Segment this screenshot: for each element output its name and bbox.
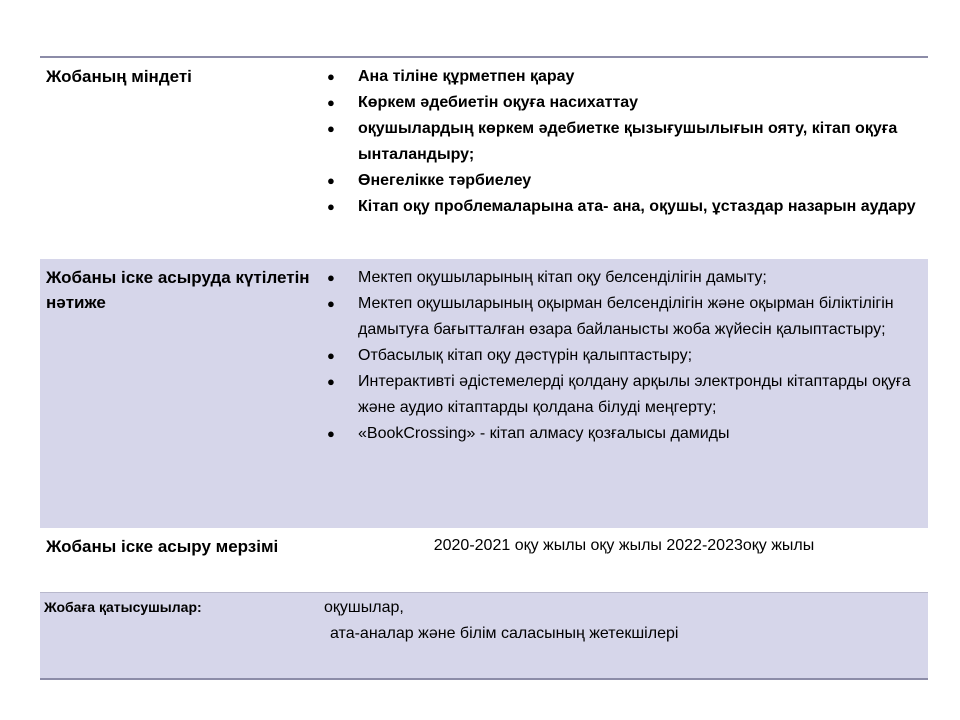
expected-results-list [320,259,928,447]
project-table [40,56,928,680]
expected-results-content [320,259,928,528]
implementation-term-content [320,528,928,592]
list-item: ● Өнегелікке тәрбиелеу [320,168,928,194]
participant-line: оқушылар, [324,599,404,616]
row-objectives [40,58,928,259]
participants-content [320,593,928,678]
participants-label: Жобаға қатысушылар: [44,599,202,615]
row-participants [40,592,928,678]
list-item: ● Кітап оқу проблемаларына ата- ана, оқушы, ұстаздар назарын аудару [320,194,928,220]
bullet-icon: ● [327,199,335,214]
list-item: ● оқушылардың көркем әдебиетке қызығушылығын ояту, кітап оқуға ынталандыру; [320,116,928,168]
objectives-label: Жобаның міндеті [46,67,192,86]
participants-list [320,593,928,647]
bullet-icon: ● [327,348,335,363]
list-item: ● Мектеп оқушыларының оқырман белсенділігін және оқырман біліктілігін дамытуға бағытталған өзара байланысты жоба жүйесін қалыптастыру; [320,291,928,343]
bullet-icon: ● [327,95,335,110]
bullet-icon: ● [327,69,335,84]
implementation-term-label: Жобаны іске асыру мерзімі [46,537,279,556]
bullet-icon: ● [327,426,335,441]
list-item: ● Көркем әдебиетін оқуға насихаттау [320,90,928,116]
objectives-content [320,58,928,259]
bullet-icon: ● [327,270,335,285]
participant-line: ата-аналар және білім саласының жетекшілері [330,625,679,642]
list-item: ● Отбасылық кітап оқу дәстүрін қалыптастыру; [320,343,928,369]
row-expected-results [40,259,928,528]
objectives-list [320,58,928,220]
implementation-term-value: 2020-2021 оқу жылы оқу жылы 2022-2023оқу жылы [433,537,815,554]
list-item: ● Ана тіліне құрметпен қарау [320,64,928,90]
bullet-icon: ● [327,296,335,311]
expected-results-label: Жобаны іске асыруда күтілетін нәтиже [46,268,310,312]
list-item: ● «BookCrossing» - кітап алмасу қозғалысы дамиды [320,421,928,447]
bullet-icon: ● [327,121,335,136]
bullet-icon: ● [327,374,335,389]
row-implementation-term [40,528,928,592]
list-item: ● Интерактивті әдістемелерді қолдану арқылы электронды кітаптарды оқуға және аудио кітаптарды қолдана білуді меңгерту; [320,369,928,421]
bullet-icon: ● [327,173,335,188]
list-item: ● Мектеп оқушыларының кітап оқу белсенділігін дамыту; [320,265,928,291]
